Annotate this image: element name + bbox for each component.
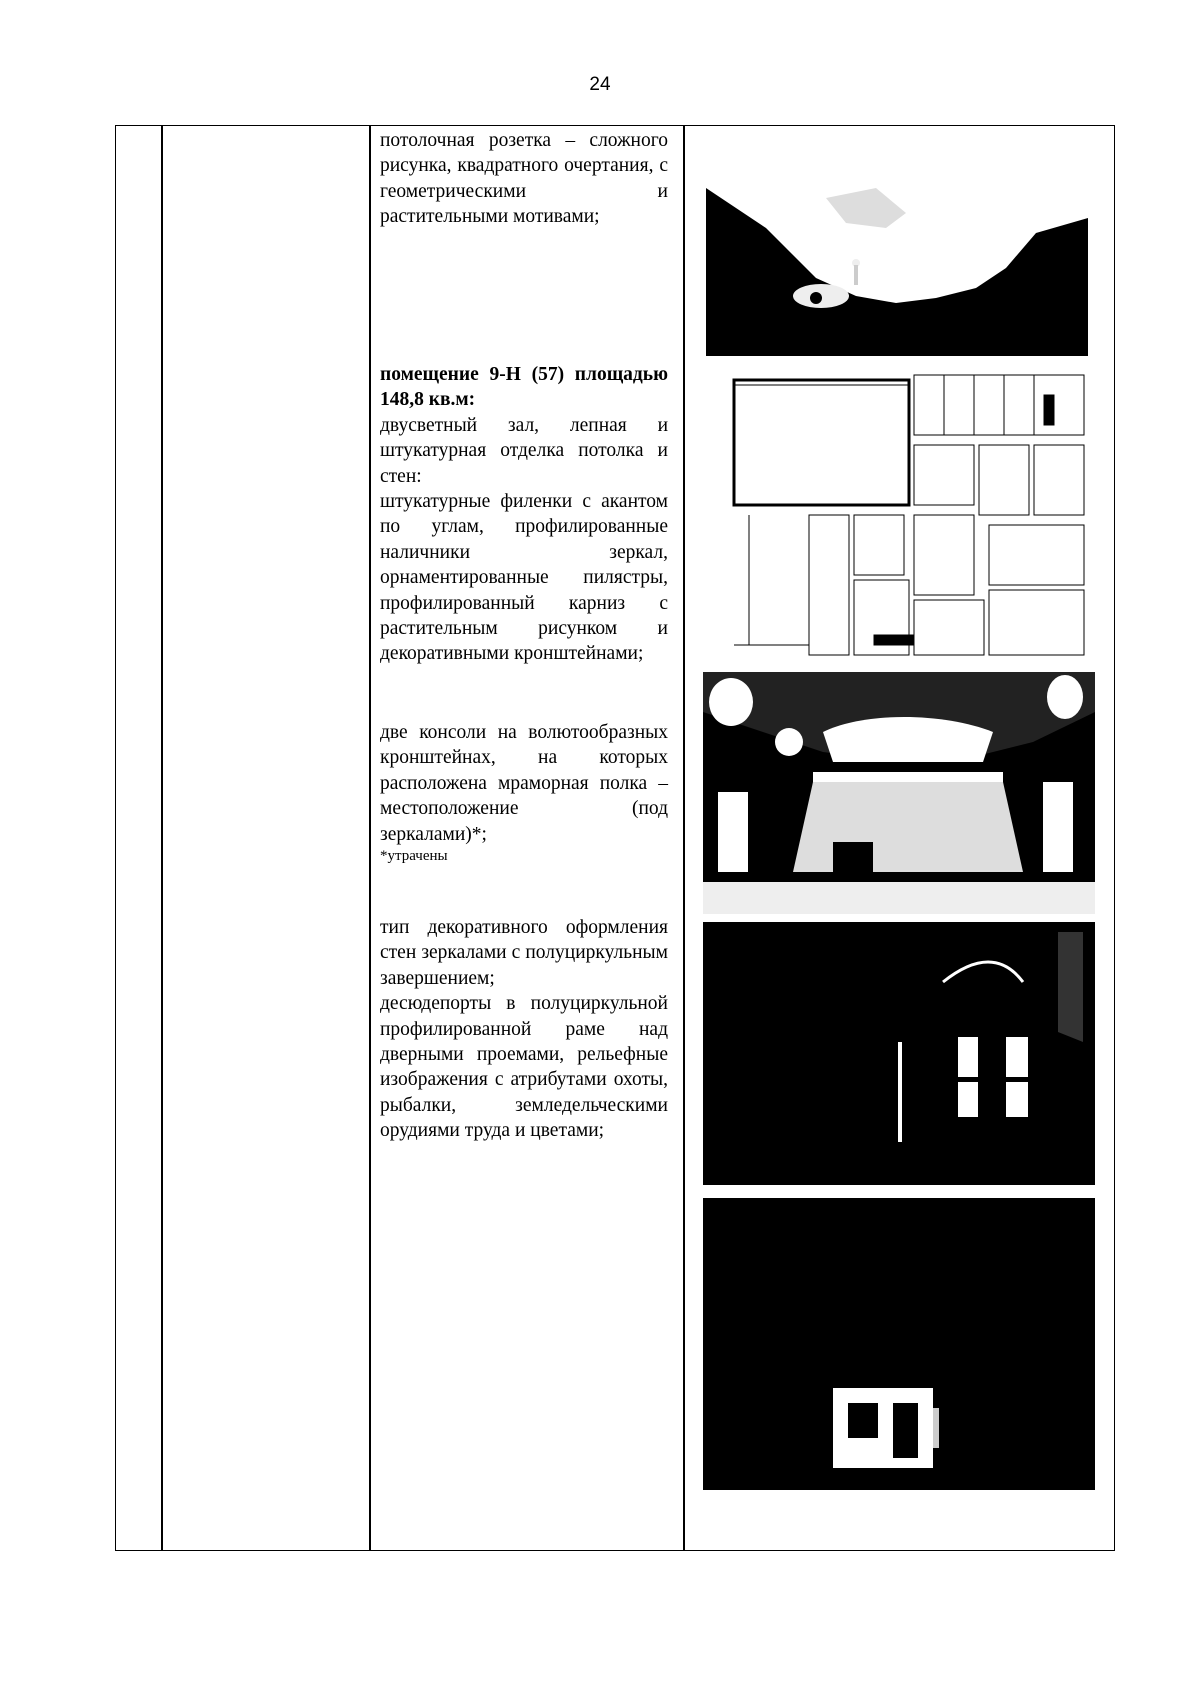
column-divider	[161, 126, 163, 1550]
lost-note: *утрачены	[380, 848, 448, 865]
room-details: штукатурные филенки с акантом по углам, профилированные наличники зеркал, орнаментированные пилястры, профилированный карниз с растительным рисунком и декоративными кронштейнами;	[380, 491, 668, 665]
floor-plan-drawing	[714, 365, 1086, 665]
mirrors-description: тип декоративного оформления стен зеркалами с полуциркульным завершением;	[380, 917, 668, 989]
column-divider	[683, 126, 685, 1550]
rosette-description: потолочная розетка – сложного рисунка, квадратного очертания, с геометрическими и растительными мотивами;	[380, 130, 668, 228]
text-block-room-9n	[380, 362, 668, 667]
text-block-ceiling-rosette	[380, 128, 668, 230]
dark-room-photo	[703, 1198, 1095, 1490]
overdoors-description: десюдепорты в полуциркульной профилированной раме над дверными проемами, рельефные изображения с атрибутами охоты, рыбалки, земледельческими орудиями труда и цветами;	[380, 993, 668, 1142]
two-light-hall-photo	[703, 672, 1095, 914]
text-block-mirrors	[380, 915, 668, 1144]
ceiling-rosette-photo	[706, 128, 1088, 356]
consoles-description: две консоли на волютообразных кронштейнах, на которых расположена мраморная полка – местоположение (под зеркалами)*;	[380, 722, 668, 845]
page-number: 24	[589, 74, 611, 95]
room-intro: двусветный зал, лепная и штукатурная отделка потолка и стен:	[380, 414, 668, 487]
column-divider	[369, 126, 371, 1550]
mirror-wall-photo	[703, 922, 1095, 1185]
text-block-consoles	[380, 720, 668, 865]
room-heading: помещение 9-Н (57) площадью 148,8 кв.м:	[380, 364, 668, 411]
